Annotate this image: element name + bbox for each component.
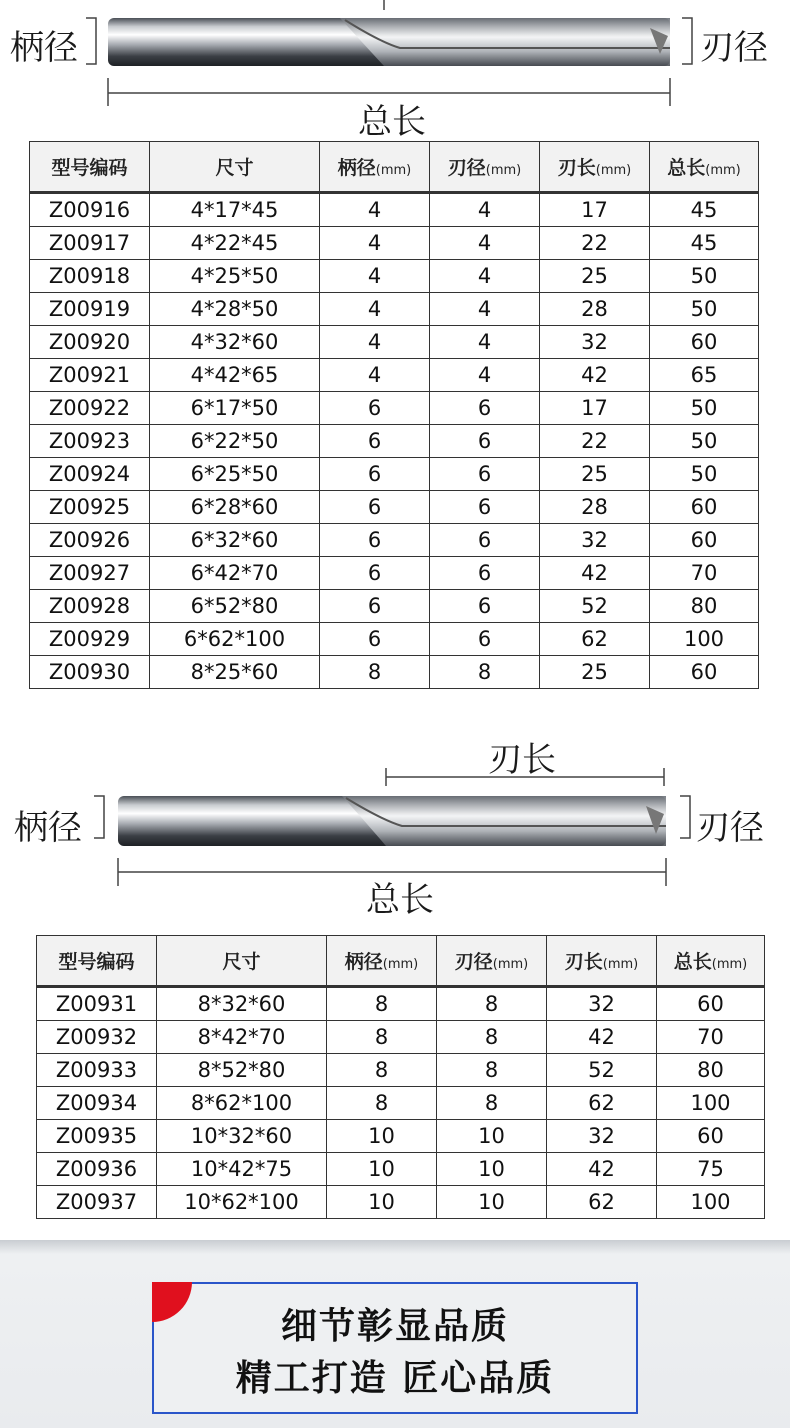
table-cell: 42 <box>540 557 650 590</box>
table-cell: 4*32*60 <box>150 326 320 359</box>
table-row <box>37 1087 765 1120</box>
column-header-label: 刃径 <box>454 951 493 973</box>
spec-table-2 <box>36 935 765 1219</box>
table-cell: Z00930 <box>30 656 150 689</box>
table-cell: 22 <box>540 227 650 260</box>
table-cell: Z00936 <box>37 1153 157 1186</box>
table-row <box>30 193 759 227</box>
table-cell: 17 <box>540 392 650 425</box>
table-cell: 70 <box>650 557 759 590</box>
table-cell: Z00927 <box>30 557 150 590</box>
tool-diagram-1 <box>0 0 790 140</box>
table-cell: 6 <box>430 392 540 425</box>
blade-diameter-label: 刃径 <box>696 808 764 848</box>
table-cell: 10 <box>327 1186 437 1219</box>
table-cell: Z00935 <box>37 1120 157 1153</box>
table-cell: 50 <box>650 392 759 425</box>
table-cell: 100 <box>657 1186 765 1219</box>
table-row <box>30 458 759 491</box>
table-cell: 6 <box>320 392 430 425</box>
table-cell: 6*28*60 <box>150 491 320 524</box>
table-cell: Z00921 <box>30 359 150 392</box>
table-row <box>37 987 765 1021</box>
table-cell: 8 <box>437 1087 547 1120</box>
table-cell: 6 <box>430 623 540 656</box>
column-header <box>650 142 759 193</box>
shank-diameter-label: 柄径 <box>14 808 82 848</box>
table-cell: 45 <box>650 193 759 227</box>
table-cell: 8 <box>327 1087 437 1120</box>
table-cell: 42 <box>540 359 650 392</box>
table-cell: 4*22*45 <box>150 227 320 260</box>
table-cell: 8 <box>437 1021 547 1054</box>
table-cell: 60 <box>650 656 759 689</box>
column-header-unit: (mm) <box>485 163 522 178</box>
table-cell: 8 <box>437 1054 547 1087</box>
table-cell: 28 <box>540 293 650 326</box>
table-cell: 4 <box>430 260 540 293</box>
column-header-label: 柄径 <box>344 951 383 973</box>
column-header-label: 总长 <box>667 157 706 179</box>
column-header-unit: (mm) <box>492 957 529 972</box>
table-cell: 10*42*75 <box>157 1153 327 1186</box>
table-cell: 80 <box>657 1054 765 1087</box>
table-cell: 4 <box>320 227 430 260</box>
column-header-label: 柄径 <box>337 157 376 179</box>
table-cell: 70 <box>657 1021 765 1054</box>
column-header <box>150 142 320 193</box>
column-header <box>430 142 540 193</box>
table-cell: Z00934 <box>37 1087 157 1120</box>
column-header <box>157 936 327 987</box>
table-row <box>30 524 759 557</box>
table-cell: 28 <box>540 491 650 524</box>
table-cell: 10 <box>327 1153 437 1186</box>
table-cell: 25 <box>540 260 650 293</box>
table-cell: 6*32*60 <box>150 524 320 557</box>
table-cell: 6*25*50 <box>150 458 320 491</box>
table-cell: 22 <box>540 425 650 458</box>
column-header-label: 型号编码 <box>58 951 135 973</box>
table-row <box>30 293 759 326</box>
table-cell: 6 <box>430 458 540 491</box>
table-cell: 6 <box>320 557 430 590</box>
table-row <box>37 1054 765 1087</box>
table-cell: 6 <box>430 491 540 524</box>
table-cell: 25 <box>540 656 650 689</box>
table-cell: 6*42*70 <box>150 557 320 590</box>
table-cell: 60 <box>650 326 759 359</box>
table-cell: 4*17*45 <box>150 193 320 227</box>
table-row <box>30 359 759 392</box>
table-cell: 10 <box>327 1120 437 1153</box>
table-row <box>30 326 759 359</box>
column-header-unit: (mm) <box>382 957 419 972</box>
column-header <box>327 936 437 987</box>
table-row <box>37 1153 765 1186</box>
table-cell: 4 <box>320 359 430 392</box>
column-header-label: 型号编码 <box>51 157 128 179</box>
table-cell: 8 <box>430 656 540 689</box>
table-cell: 8*62*100 <box>157 1087 327 1120</box>
column-header-unit: (mm) <box>375 163 412 178</box>
table-cell: 4 <box>320 326 430 359</box>
table-cell: 4 <box>430 227 540 260</box>
column-header <box>30 142 150 193</box>
table-cell: 6 <box>430 524 540 557</box>
table-header-row <box>37 936 765 987</box>
table-cell: 6*17*50 <box>150 392 320 425</box>
table-cell: 62 <box>540 623 650 656</box>
banner-line-2: 精工打造 匠心品质 <box>235 1358 555 1399</box>
table-cell: 6*22*50 <box>150 425 320 458</box>
table-cell: 8*52*80 <box>157 1054 327 1087</box>
table-cell: 62 <box>547 1186 657 1219</box>
column-header-unit: (mm) <box>602 957 639 972</box>
column-header <box>547 936 657 987</box>
column-header <box>437 936 547 987</box>
column-header-label: 总长 <box>673 951 712 973</box>
table-cell: 10 <box>437 1186 547 1219</box>
table-row <box>30 557 759 590</box>
total-length-label: 总长 <box>366 880 434 920</box>
table-cell: 32 <box>540 326 650 359</box>
table-cell: 4 <box>430 326 540 359</box>
blade-length-label: 刃长 <box>488 740 556 780</box>
table-cell: 6 <box>320 623 430 656</box>
table-cell: 6 <box>320 425 430 458</box>
column-header-unit: (mm) <box>595 163 632 178</box>
table-cell: 8*32*60 <box>157 987 327 1021</box>
column-header-unit: (mm) <box>705 163 741 178</box>
table-cell: Z00925 <box>30 491 150 524</box>
table-cell: 10*62*100 <box>157 1186 327 1219</box>
table-cell: Z00926 <box>30 524 150 557</box>
table-cell: 6 <box>430 557 540 590</box>
table-cell: 4 <box>320 293 430 326</box>
table-cell: 4 <box>320 260 430 293</box>
table-cell: Z00932 <box>37 1021 157 1054</box>
table-cell: Z00919 <box>30 293 150 326</box>
table-cell: 42 <box>547 1021 657 1054</box>
table-cell: 45 <box>650 227 759 260</box>
table-cell: 10 <box>437 1120 547 1153</box>
table-row <box>30 590 759 623</box>
column-header <box>540 142 650 193</box>
table-cell: 8 <box>327 1054 437 1087</box>
table-cell: 4*28*50 <box>150 293 320 326</box>
table-cell: Z00923 <box>30 425 150 458</box>
table-cell: 50 <box>650 425 759 458</box>
table-cell: 100 <box>657 1087 765 1120</box>
total-length-label: 总长 <box>358 102 426 142</box>
column-header <box>37 936 157 987</box>
table-cell: 6*62*100 <box>150 623 320 656</box>
table-cell: 52 <box>540 590 650 623</box>
table-cell: 8 <box>327 1021 437 1054</box>
banner-line-1: 细节彰显品质 <box>280 1306 509 1347</box>
table-row <box>30 656 759 689</box>
column-header-label: 刃长 <box>557 157 596 179</box>
table-cell: Z00929 <box>30 623 150 656</box>
table-row <box>30 623 759 656</box>
table-cell: Z00928 <box>30 590 150 623</box>
table-cell: 8*42*70 <box>157 1021 327 1054</box>
table-cell: 6 <box>320 491 430 524</box>
column-header-label: 刃径 <box>447 157 486 179</box>
table-cell: Z00924 <box>30 458 150 491</box>
table-cell: 32 <box>547 1120 657 1153</box>
table-cell: 42 <box>547 1153 657 1186</box>
table-cell: 6 <box>430 590 540 623</box>
table-cell: 6 <box>430 425 540 458</box>
table-cell: 50 <box>650 458 759 491</box>
column-header <box>320 142 430 193</box>
table-cell: 50 <box>650 293 759 326</box>
table-cell: 8*25*60 <box>150 656 320 689</box>
table-cell: 75 <box>657 1153 765 1186</box>
table-cell: 4 <box>430 193 540 227</box>
table-cell: 4 <box>430 359 540 392</box>
column-header-label: 尺寸 <box>222 951 261 973</box>
table-cell: 62 <box>547 1087 657 1120</box>
table-cell: 6 <box>320 458 430 491</box>
column-header-label: 刃长 <box>564 951 603 973</box>
table-cell: 60 <box>650 524 759 557</box>
table-cell: 10 <box>437 1153 547 1186</box>
spec-table-1 <box>29 141 759 689</box>
table-cell: 4*42*65 <box>150 359 320 392</box>
table-row <box>30 227 759 260</box>
table-cell: 25 <box>540 458 650 491</box>
table-cell: 10*32*60 <box>157 1120 327 1153</box>
column-header-unit: (mm) <box>711 957 748 972</box>
table-row <box>37 1120 765 1153</box>
tool-diagram-2 <box>0 730 790 925</box>
table-cell: Z00933 <box>37 1054 157 1087</box>
table-cell: Z00916 <box>30 193 150 227</box>
table-cell: 100 <box>650 623 759 656</box>
column-header-label: 尺寸 <box>215 157 254 179</box>
table-cell: 4 <box>430 293 540 326</box>
table-cell: Z00920 <box>30 326 150 359</box>
table-cell: Z00937 <box>37 1186 157 1219</box>
banner-frame <box>152 1282 638 1414</box>
table-cell: 6 <box>320 590 430 623</box>
table-cell: Z00931 <box>37 987 157 1021</box>
table-cell: 80 <box>650 590 759 623</box>
table-cell: Z00917 <box>30 227 150 260</box>
table-cell: Z00918 <box>30 260 150 293</box>
blade-diameter-label: 刃径 <box>700 28 768 68</box>
table-cell: 8 <box>437 987 547 1021</box>
table-cell: 6*52*80 <box>150 590 320 623</box>
table-cell: Z00922 <box>30 392 150 425</box>
table-cell: 8 <box>327 987 437 1021</box>
table-cell: 6 <box>320 524 430 557</box>
table-row <box>37 1186 765 1219</box>
table-cell: 60 <box>657 1120 765 1153</box>
shank-diameter-label: 柄径 <box>10 28 78 68</box>
table-cell: 8 <box>320 656 430 689</box>
table-row <box>30 425 759 458</box>
table-cell: 17 <box>540 193 650 227</box>
table-cell: 4 <box>320 193 430 227</box>
table-row <box>30 392 759 425</box>
table-cell: 60 <box>657 987 765 1021</box>
table-header-row <box>30 142 759 193</box>
table-row <box>37 1021 765 1054</box>
table-cell: 52 <box>547 1054 657 1087</box>
table-cell: 32 <box>547 987 657 1021</box>
table-cell: 32 <box>540 524 650 557</box>
column-header <box>657 936 765 987</box>
table-cell: 60 <box>650 491 759 524</box>
table-cell: 65 <box>650 359 759 392</box>
table-cell: 50 <box>650 260 759 293</box>
quality-banner <box>0 1240 790 1428</box>
table-row <box>30 260 759 293</box>
table-cell: 4*25*50 <box>150 260 320 293</box>
table-row <box>30 491 759 524</box>
